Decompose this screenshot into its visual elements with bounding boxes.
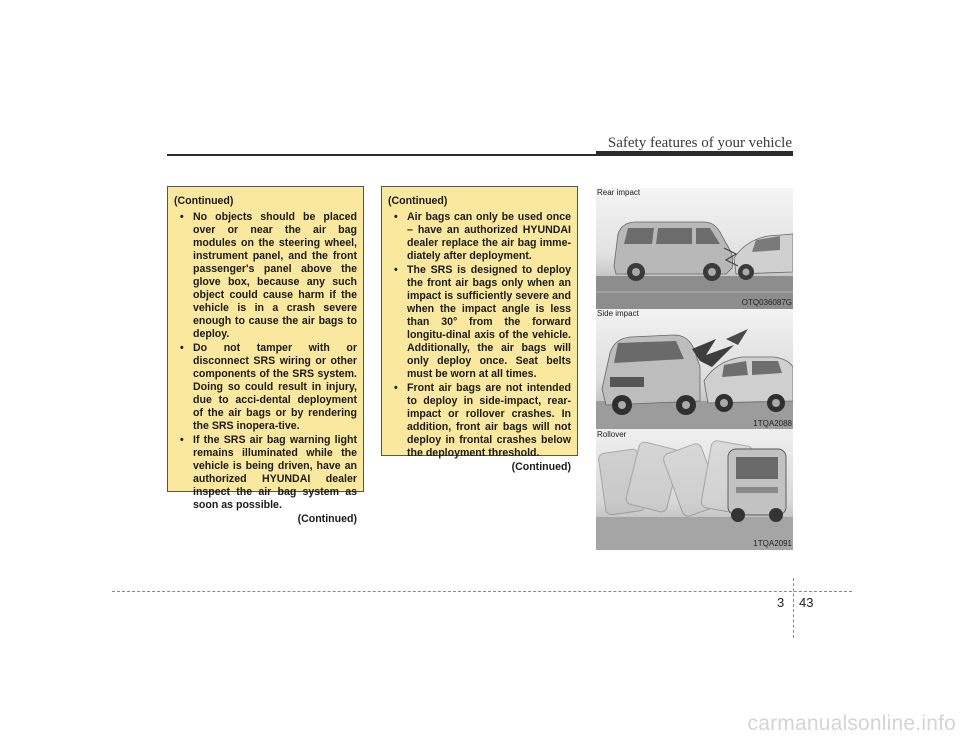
page-number: 43: [799, 595, 814, 610]
section-number: 3: [777, 595, 785, 610]
warning-box-middle: [381, 186, 578, 473]
footer-divider: [793, 578, 794, 638]
photo-label: Rollover: [597, 430, 627, 439]
warning-box-left: [167, 186, 364, 525]
warning-item: • Air bags can only be used once – have an authorized HYUNDAI dealer replace the air bag imme-diately after deployment.: [388, 211, 571, 263]
side-impact-illustration: [596, 309, 793, 429]
continued-label-top: (Continued): [174, 195, 234, 207]
warning-item: • Front air bags are not intended to deploy in side-impact, rear-impact or rollover crashes. In addition, front air bags will not deploy in frontal crashes below the deployment threshold.: [388, 382, 571, 460]
warning-item: • No objects should be placed over or near the air bag modules on the steering wheel, instrument panel, and the front passenger's panel above the glove box, because any such object could cause harm if the vehicle is in a crash severe enough to cause the air bags to deploy.: [174, 211, 357, 341]
warning-list: [174, 211, 357, 512]
photo-label: Rear impact: [597, 188, 641, 197]
continued-label-bottom: (Continued): [511, 461, 571, 473]
warning-item: • Do not tamper with or disconnect SRS wiring or other components of the SRS system. Doing so could result in injury, due to acci-dental deployment of the air bags or by rendering the SRS inopera-tive.: [174, 342, 357, 433]
warning-item: • The SRS is designed to deploy the front air bags only when an impact is sufficiently severe and when the impact angle is less than 30° from the forward longitu-dinal axis of the vehicle. Additionally, the air bags will only deploy once. Seat belts must be worn at all times.: [388, 264, 571, 381]
photo-label: Side impact: [597, 309, 639, 318]
continued-label-bottom: (Continued): [297, 513, 357, 525]
warning-item: • If the SRS air bag warning light remains illuminated while the vehicle is being driven, have an authorized HYUNDAI dealer inspect the air bag system as soon as possible.: [174, 434, 357, 512]
warning-list: [388, 211, 571, 460]
page-header-title: Safety features of your vehicle: [607, 135, 792, 151]
photo-code: OTQ036087G: [741, 298, 792, 307]
rollover-illustration: [596, 429, 793, 550]
header-rule-accent: [596, 151, 793, 156]
rear-impact-illustration: [596, 188, 793, 309]
footer-rule: [112, 591, 852, 592]
watermark: carmanualsonline.info: [747, 712, 956, 735]
photo-code: 1TQA2088: [753, 419, 792, 428]
photo-code: 1TQA2091: [753, 539, 792, 548]
continued-label-top: (Continued): [388, 195, 448, 207]
